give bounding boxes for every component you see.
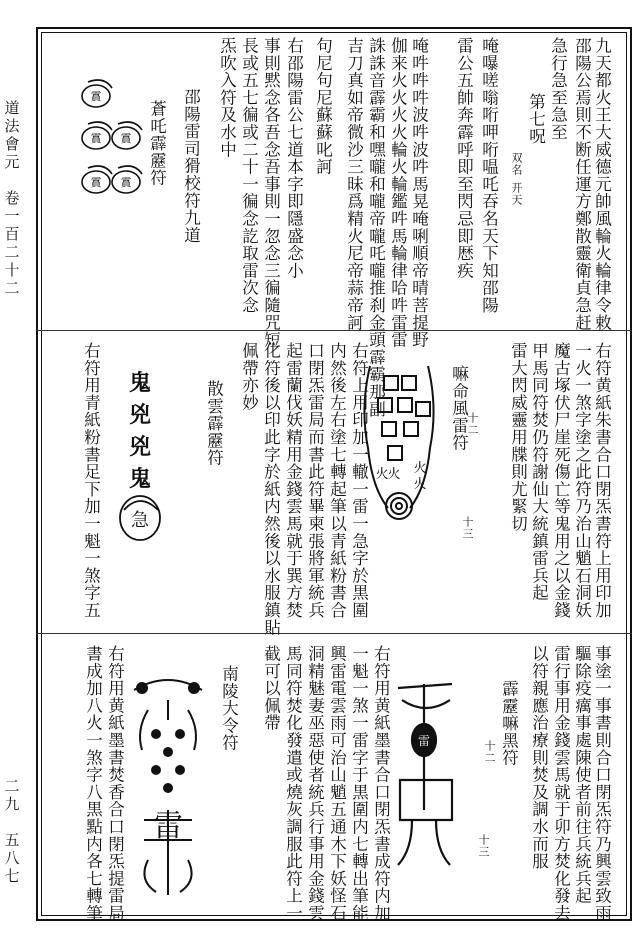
text-column: 雷公五帥奔霹呼即至閃忌即厯疾	[454, 37, 474, 280]
text-column: 誅誅音霹霸和嘿嚨和嚨帝嚨吒嚨推刹金頭霹霸那副	[366, 37, 386, 418]
text-column: 急行急至急至	[548, 37, 568, 141]
ring-glyph: 雷	[417, 734, 431, 748]
text-column: 一魁一煞一雷字于黒圍内七轉出筆能	[349, 645, 369, 922]
text-column: 事則黙念各吾念吾事則一忽念三徧隨咒短	[261, 37, 281, 349]
text-column: 右符用黄紙墨書焚香合口閉炁提雷局	[105, 645, 125, 922]
text-column: 霹靂嘛黑符	[499, 680, 519, 767]
text-column: 右符用青紙粉書足下加一魁一煞字五	[81, 342, 101, 619]
fire-glyph: 火	[387, 467, 401, 482]
page-mark: 十三	[461, 516, 474, 540]
text-column: 雷大閃威靈用牒則尤緊切	[508, 342, 528, 533]
text-column: 化符後以印此字於紙内然後以水服鎮貼	[261, 342, 281, 637]
text-column: 甲馬同符焚仍符謝仙大統鎮雷兵起	[529, 342, 549, 602]
seal-label: 霣	[90, 176, 102, 189]
fire-glyph: 火	[413, 477, 427, 492]
text-column: 第七呪	[526, 93, 546, 145]
page-mark: 十二	[483, 740, 496, 764]
seal-glyph: 急	[131, 510, 149, 531]
thunder-glyph: 雷	[153, 809, 183, 844]
seal-label: 霣	[90, 132, 102, 145]
ghost-glyph: 兇	[128, 434, 152, 460]
text-column: 唵嚗嗟嗡哘呷哘嗢吒吞名天下知邵陽	[479, 37, 499, 314]
text-column: 驅除疫癘事處陳使者前往兵統兵起	[572, 645, 592, 905]
book-title: 道法會元 卷一百二十二	[2, 100, 21, 298]
text-column: 右符上用印加一轍一雷一急字於黒圍	[349, 342, 369, 619]
fire-glyph: 火	[413, 461, 427, 476]
text-column: 右符黄紙朱書合口閉炁書符上用印加	[592, 342, 612, 619]
seal-label: 霣	[120, 132, 132, 145]
text-column: 右符用黄紙墨書合口閉炁書成符内加	[371, 645, 391, 922]
seal-label: 霣	[120, 176, 132, 189]
text-column: 洞精魅妻巫惡使者統兵行事用金錢雲	[305, 645, 325, 922]
text-column: 魔古塚伏尸崖死傷亡等鬼用之以金錢	[551, 342, 571, 619]
ghost-glyph: 兇	[128, 402, 152, 428]
text-column: 句尼句尼蘇蘇叱訶	[313, 37, 333, 176]
text-column: 口閉炁雷局而書此符畢柬張將軍統兵	[305, 342, 325, 619]
text-column: 邵陽公焉則不断任運方鄭散靈衛貞急赶	[572, 37, 592, 332]
text-column: 右邵陽雷公七道本字即隱盛念小	[284, 37, 304, 280]
text-column: 嘛命風雷符	[449, 365, 469, 452]
text-column: 炁吹入符及水中	[217, 37, 237, 159]
text-column: 吉刀真如帝微沙三昧爲精火尼帝蒜帝訶	[344, 37, 364, 332]
text-column: 唵吽吽吽波吽波吽馬晃唵唎順帝晴菩提野	[409, 37, 429, 349]
annotation: 开天	[510, 182, 523, 206]
ghost-glyph: 鬼	[128, 466, 152, 492]
page-numbers: 二九 五八七	[2, 778, 21, 886]
text-column: 書成加八火一煞字八黒點内各七轉筆	[83, 645, 103, 922]
text-column: 散雲霹靂符	[204, 380, 224, 467]
annotation: 双名	[510, 152, 523, 176]
ghost-glyph-talisman	[110, 360, 172, 550]
section-divider-1	[36, 330, 632, 331]
text-column: 起雷蘭伐妖精用金錢雲馬就于巽方焚	[283, 342, 303, 619]
ghost-glyph: 鬼	[128, 370, 152, 396]
text-column: 邵陽雷司猾校符九道	[181, 88, 201, 244]
text-column: 九天都火王大威德元帥風輪火輪律令敕	[592, 37, 612, 332]
fire-talisman	[358, 358, 440, 528]
dotted-talisman	[128, 660, 208, 900]
section-divider-2	[36, 633, 632, 634]
text-column: 雷行事用金錢雲馬就于卯方焚化發去	[551, 645, 571, 922]
text-column: 一火一煞字塗之此符乃治山魈石洞妖	[572, 342, 592, 619]
seal-label: 霣	[90, 90, 102, 103]
page-mark: 十三	[477, 834, 490, 858]
text-column: 興雷電雲雨可治山魈五通木下妖怪石	[327, 645, 347, 922]
text-column: 事塗一事書則合口閉炁符乃興雲致雨	[592, 645, 612, 922]
text-column: 以符親應治療則焚及調水而服	[529, 645, 549, 870]
page-mark: 十二	[466, 412, 479, 436]
text-column: 内然後左右塗七轉起筆以青紙粉書合	[327, 342, 347, 619]
text-column: 伽来火火火火輪火輪鑑吽馬輪律哈吽雷雷	[388, 37, 408, 349]
thunder-seal-cluster	[78, 78, 148, 208]
text-column: 馬同符焚化發遣或燒灰調服此符上一	[283, 645, 303, 922]
text-column: 佩帶亦妙	[239, 342, 259, 412]
text-column: 長或五七徧或二十一徧念訖取雷次念	[239, 37, 259, 314]
text-column: 南陵大令符	[219, 665, 239, 752]
fire-glyph: 火	[375, 467, 389, 482]
text-column: 截可以佩帶	[261, 645, 281, 732]
text-column: 蒼吒霹靂符	[147, 100, 167, 187]
black-ring-talisman	[392, 660, 458, 870]
